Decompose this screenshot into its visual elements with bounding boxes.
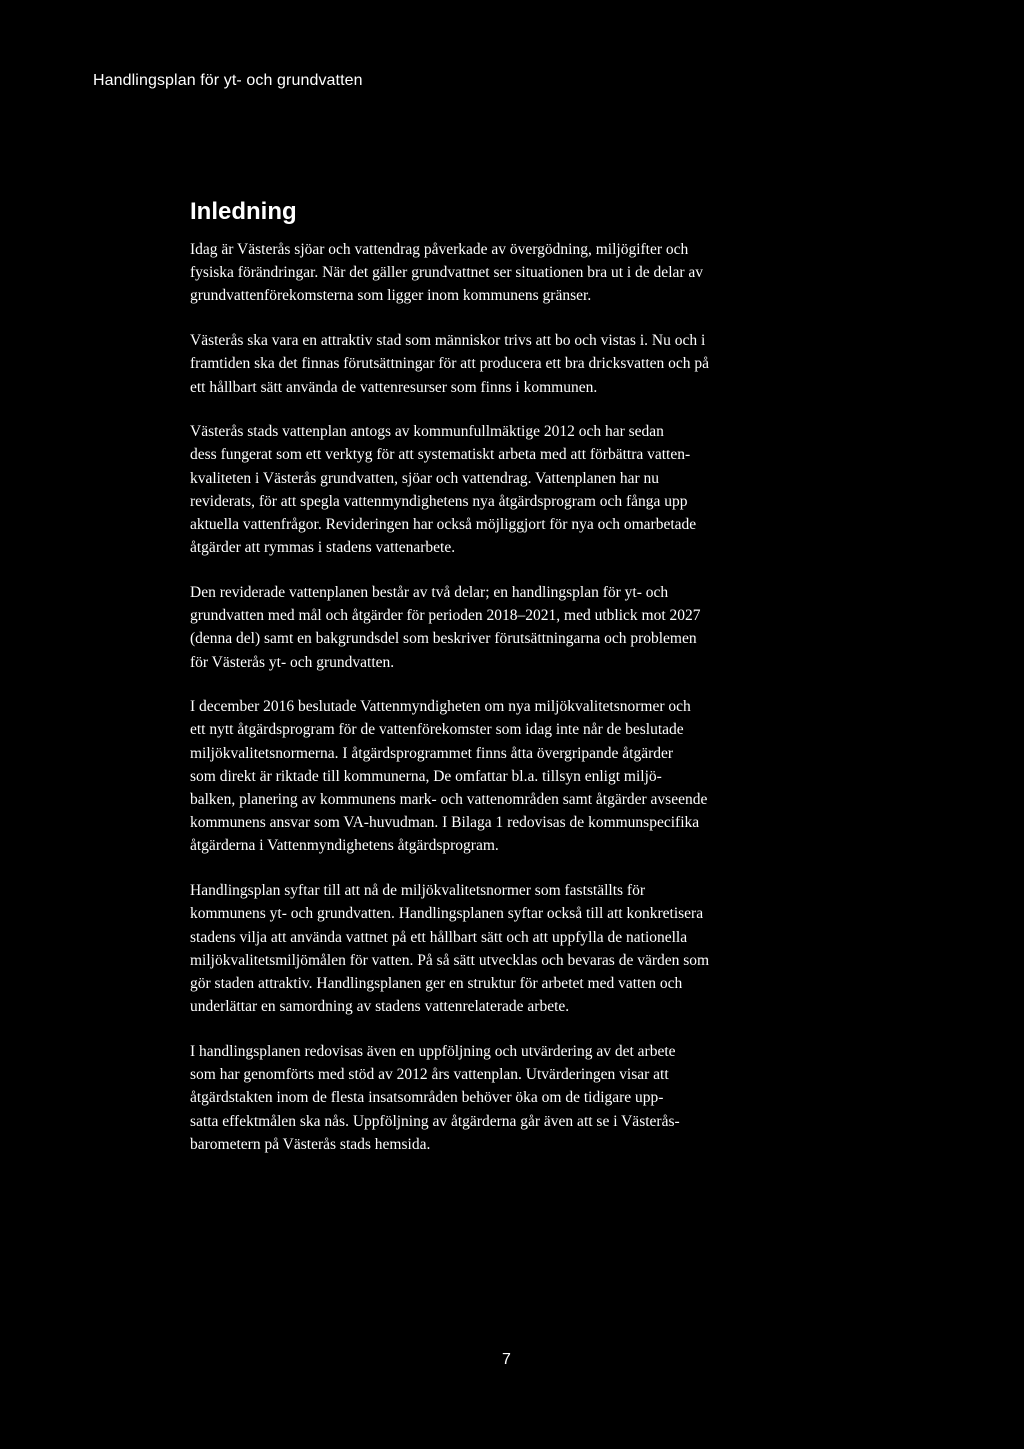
text-line: grundvattenförekomsterna som ligger inom kommunens gränser. — [190, 287, 592, 305]
text-line: stadens vilja att använda vattnet på ett hållbart sätt och att uppfylla de nationella — [190, 928, 688, 946]
paragraph-vision — [190, 329, 830, 399]
text-line: Handlingsplan syftar till att nå de miljökvalitetsnormer som fastställts för — [190, 882, 646, 900]
text-line: kvaliteten i Västerås grundvatten, sjöar och vattendrag. Vattenplanen har nu — [190, 469, 660, 487]
text-line: Idag är Västerås sjöar och vattendrag påverkade av övergödning, miljögifter och — [190, 241, 689, 258]
text-line: miljökvalitetsnormerna. I åtgärdsprogrammet finns åtta övergripande åtgärder — [190, 744, 674, 762]
paragraph-purpose — [190, 879, 830, 1018]
section-title: Inledning — [190, 198, 297, 225]
text-line: kommunens yt- och grundvatten. Handlingsplanen syftar också till att konkretisera — [190, 905, 704, 923]
text-line: Västerås stads vattenplan antogs av kommunfullmäktige 2012 och har sedan — [190, 423, 664, 441]
text-line: grundvatten med mål och åtgärder för perioden 2018–2021, med utblick mot 2027 — [190, 607, 701, 625]
text-line: åtgärdstakten inom de flesta insatsområden behöver öka om de tidigare upp- — [190, 1089, 664, 1107]
text-line: gör staden attraktiv. Handlingsplanen ger en struktur för arbetet med vatten och — [190, 974, 683, 992]
text-line: aktuella vattenfrågor. Revideringen har också möjliggjort för nya och omarbetade — [190, 516, 697, 534]
text-line: framtiden ska det finnas förutsättningar för att producera ett bra dricksvatten och på — [190, 355, 710, 373]
text-line: (denna del) samt en bakgrundsdel som beskriver förutsättningarna och problemen — [190, 630, 697, 648]
paragraph-action-program — [190, 695, 830, 857]
paragraph-revised-plan — [190, 581, 830, 674]
text-line: Västerås ska vara en attraktiv stad som människor trivs att bo och vistas i. Nu och i — [190, 332, 706, 350]
text-line: åtgärder att rymmas i stadens vattenarbete. — [190, 539, 456, 557]
text-line: ett nytt åtgärdsprogram för de vattenförekomster som idag inte når de beslutade — [190, 721, 684, 739]
text-line: för Västerås yt- och grundvatten. — [190, 653, 395, 671]
text-line: ett hållbart sätt använda de vattenresurser som finns i kommunen. — [190, 378, 598, 396]
text-line: kommunens ansvar som VA-huvudman. I Bilaga 1 redovisas de kommunspecifika — [190, 814, 700, 832]
text-line: fysiska förändringar. När det gäller grundvattnet ser situationen bra ut i de delar av — [190, 264, 704, 282]
paragraph-water-plan — [190, 420, 830, 559]
paragraph-intro — [190, 238, 830, 308]
text-line: I december 2016 beslutade Vattenmyndigheten om nya miljökvalitetsnormer och — [190, 698, 691, 716]
text-line: underlättar en samordning av stadens vattenrelaterade arbete. — [190, 998, 570, 1016]
running-header: Handlingsplan för yt- och grundvatten — [93, 72, 363, 89]
text-line: barometern på Västerås stads hemsida. — [190, 1135, 431, 1153]
text-line: balken, planering av kommunens mark- och vattenområden samt åtgärder avseende — [190, 791, 708, 809]
text-line: miljökvalitetsmiljömålen för vatten. På så sätt utvecklas och bevaras de värden som — [190, 951, 710, 969]
paragraph-evaluation — [190, 1040, 830, 1156]
text-line: åtgärderna i Vattenmyndighetens åtgärdsprogram. — [190, 837, 499, 855]
text-line: satta effektmålen ska nås. Uppföljning av åtgärderna går även att se i Västerås- — [190, 1112, 680, 1130]
main-content — [190, 196, 830, 1177]
text-line: reviderats, för att spegla vattenmyndighetens nya åtgärdsprogram och fånga upp — [190, 492, 688, 510]
text-line: dess fungerat som ett verktyg för att systematiskt arbeta med att förbättra vatten- — [190, 446, 691, 464]
text-line: I handlingsplanen redovisas även en uppföljning och utvärdering av det arbete — [190, 1042, 676, 1060]
text-line: som direkt är riktade till kommunerna, De omfattar bl.a. tillsyn enligt miljö- — [190, 767, 662, 785]
text-line: som har genomförts med stöd av 2012 års vattenplan. Utvärderingen visar att — [190, 1066, 669, 1084]
page-number: 7 — [502, 1351, 511, 1368]
text-line: Den reviderade vattenplanen består av två delar; en handlingsplan för yt- och — [190, 583, 669, 601]
